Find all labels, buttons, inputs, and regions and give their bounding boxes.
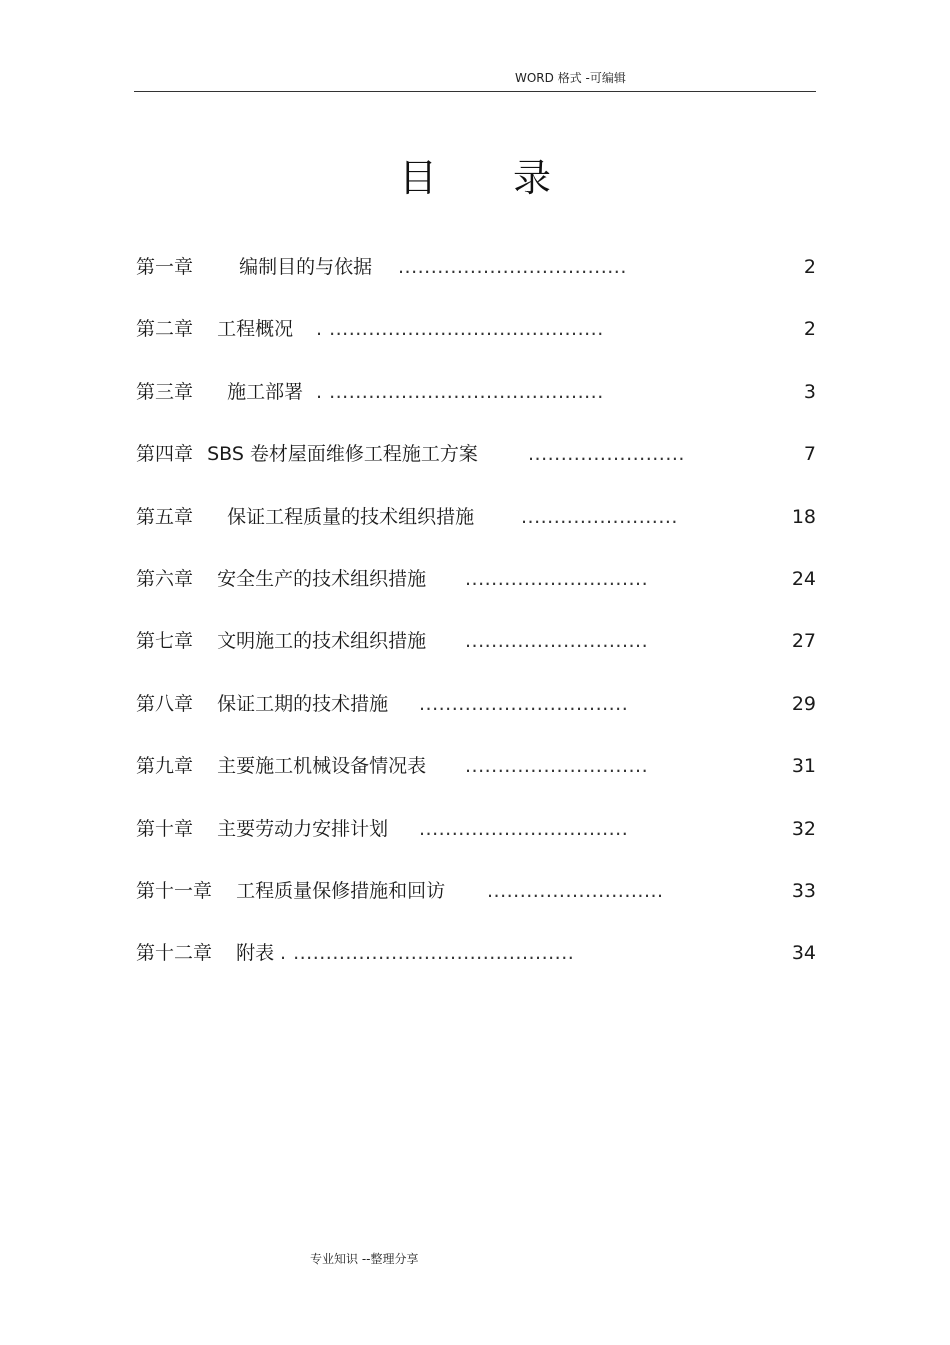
toc-entry-chapter-8[interactable] bbox=[136, 681, 816, 743]
toc-entry-chapter-10[interactable] bbox=[136, 806, 816, 868]
toc-chapter-number: 第四章 bbox=[136, 443, 194, 466]
toc-dot-leader: ................................ bbox=[419, 692, 629, 715]
toc-entry-chapter-2[interactable] bbox=[136, 306, 816, 368]
toc-dot-leader: . .......................................... bbox=[316, 380, 604, 403]
toc-dot-leader: ........................ bbox=[521, 505, 678, 528]
toc-chapter-number: 第三章 bbox=[136, 380, 194, 403]
toc-entry-chapter-7[interactable] bbox=[136, 618, 816, 680]
toc-entry-chapter-1[interactable] bbox=[136, 244, 816, 306]
toc-chapter-heading: 文明施工的技术组织措施 bbox=[217, 630, 427, 653]
page-footer-text: 专业知识 --整理分享 bbox=[310, 1252, 419, 1266]
toc-chapter-heading: SBS 卷材屋面维修工程施工方案 bbox=[207, 443, 478, 466]
toc-entry-chapter-11[interactable] bbox=[136, 868, 816, 930]
toc-chapter-heading: 保证工程质量的技术组织措施 bbox=[227, 505, 475, 528]
toc-chapter-heading: 工程质量保修措施和回访 bbox=[236, 879, 446, 902]
toc-chapter-heading: 主要劳动力安排计划 bbox=[217, 817, 389, 840]
page-title: 目录 bbox=[398, 156, 627, 200]
table-of-contents bbox=[136, 244, 816, 993]
toc-entry-chapter-3[interactable] bbox=[136, 369, 816, 431]
toc-entry-chapter-4[interactable] bbox=[136, 431, 816, 493]
toc-chapter-heading: 安全生产的技术组织措施 bbox=[217, 567, 427, 590]
toc-chapter-number: 第一章 bbox=[136, 256, 194, 278]
toc-chapter-heading: 施工部署 bbox=[227, 380, 304, 403]
toc-chapter-number: 第八章 bbox=[136, 692, 194, 715]
toc-page-number: 2 bbox=[803, 256, 816, 278]
toc-chapter-heading: 附表 bbox=[236, 942, 275, 965]
toc-dot-leader: ............................ bbox=[465, 630, 649, 653]
toc-chapter-number: 第二章 bbox=[136, 318, 194, 341]
toc-page-number: 18 bbox=[791, 505, 816, 528]
toc-chapter-heading: 主要施工机械设备情况表 bbox=[217, 755, 427, 778]
toc-page-number: 2 bbox=[803, 318, 816, 341]
toc-dot-leader: . ........................................... bbox=[280, 942, 575, 965]
toc-chapter-number: 第九章 bbox=[136, 755, 194, 778]
toc-dot-leader: ............................ bbox=[465, 567, 649, 590]
toc-dot-leader: ............................ bbox=[465, 755, 649, 778]
toc-entry-chapter-6[interactable] bbox=[136, 556, 816, 618]
toc-chapter-heading: 编制目的与依据 bbox=[239, 256, 373, 278]
toc-dot-leader: ........................... bbox=[487, 879, 664, 902]
toc-page-number: 27 bbox=[791, 630, 816, 653]
toc-dot-leader: ................................ bbox=[419, 817, 629, 840]
toc-dot-leader: ................................... bbox=[398, 256, 627, 278]
toc-page-number: 32 bbox=[791, 817, 816, 840]
toc-entry-chapter-12[interactable] bbox=[136, 930, 816, 992]
toc-chapter-number: 第十一章 bbox=[136, 879, 213, 902]
toc-chapter-heading: 工程概况 bbox=[217, 318, 294, 341]
page-header-text: WORD 格式 -可编辑 bbox=[515, 71, 626, 85]
toc-chapter-number: 第七章 bbox=[136, 630, 194, 653]
toc-chapter-number: 第六章 bbox=[136, 567, 194, 590]
toc-entry-chapter-9[interactable] bbox=[136, 743, 816, 805]
toc-page-number: 24 bbox=[791, 567, 816, 590]
toc-dot-leader: ........................ bbox=[528, 443, 685, 466]
toc-dot-leader: . .......................................... bbox=[316, 318, 604, 341]
toc-entry-chapter-5[interactable] bbox=[136, 494, 816, 556]
toc-page-number: 34 bbox=[791, 942, 816, 965]
toc-chapter-number: 第五章 bbox=[136, 505, 194, 528]
toc-page-number: 31 bbox=[791, 755, 816, 778]
toc-page-number: 7 bbox=[803, 443, 816, 466]
header-divider bbox=[134, 91, 816, 92]
toc-page-number: 3 bbox=[803, 380, 816, 403]
toc-chapter-number: 第十二章 bbox=[136, 942, 213, 965]
toc-chapter-heading: 保证工期的技术措施 bbox=[217, 692, 389, 715]
toc-chapter-number: 第十章 bbox=[136, 817, 194, 840]
toc-page-number: 29 bbox=[791, 692, 816, 715]
toc-page-number: 33 bbox=[791, 879, 816, 902]
